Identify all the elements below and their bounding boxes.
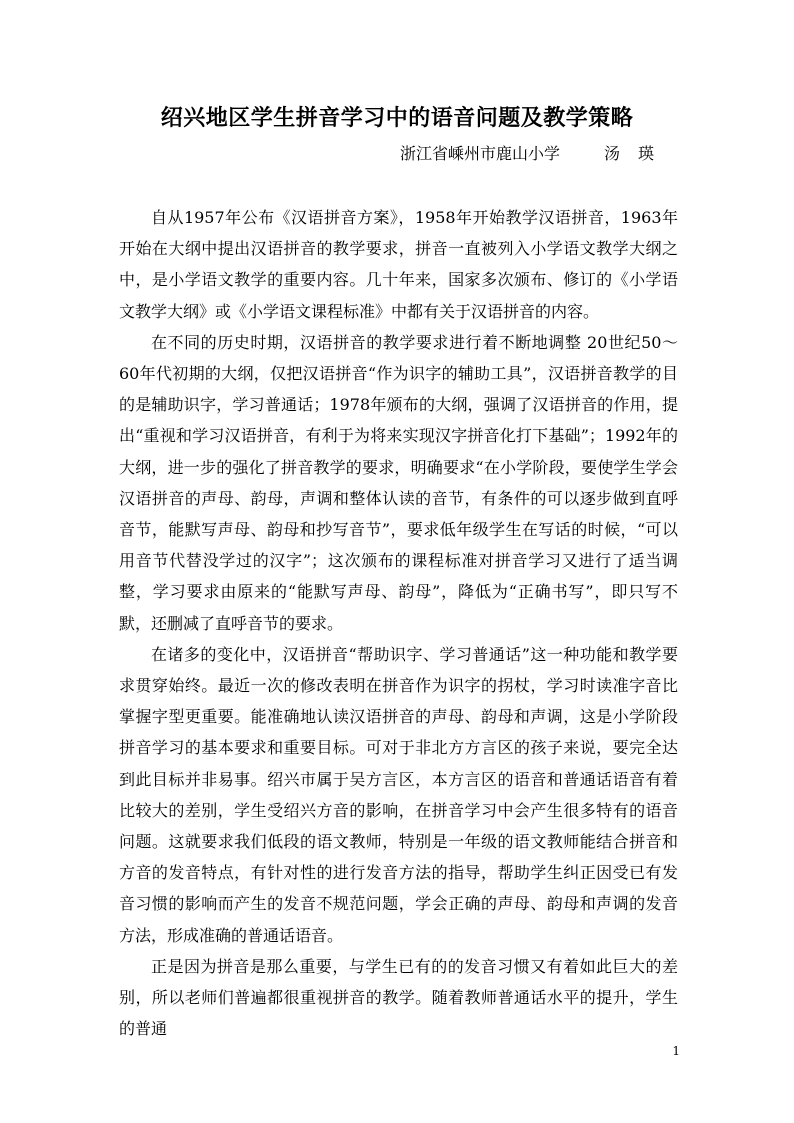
paragraph: 在诸多的变化中，汉语拼音“帮助识字、学习普通话”这一种功能和教学要求贯穿始终。最近一次的修改表明在拼音作为识字的拐杖，学习时读准字音比掌握字型更重要。能准确地认读汉语拼音的声母、韵母和声调，这是小学阶段拼音学习的基本要求和重要目标。可对于非北方方言区的孩子来说，要完全达到此目标并非易事。绍兴市属于吴方言区，本方言区的语音和普通话语音有着比较大的差别，学生受绍兴方音的影响，在拼音学习中会产生很多特有的语音问题。这就要求我们低段的语文教师，特别是一年级的语文教师能结合拼音和方音的发音特点，有针对性的进行发音方法的指导，帮助学生纠正因受已有发音习惯的影响而产生的发音不规范问题，学会正确的声母、韵母和声调的发音方法，形成准确的普通话语音。 — [119, 644, 678, 945]
document-title: 绍兴地区学生拼音学习中的语音问题及教学策略 — [160, 105, 634, 131]
paragraph: 在不同的历史时期，汉语拼音的教学要求进行着不断地调整 20世纪50～60年代初期的大纲，仅把汉语拼音“作为识字的辅助工具”，汉语拼音教学的目的是辅助识字，学习普通话；1978年颁布的大纲，强调了汉语拼音的作用，提出“重视和学习汉语拼音，有利于为将来实现汉字拼音化打下基础”；1992年的大纲，进一步的强化了拼音教学的要求，明确要求“在小学阶段，要使学生学会汉语拼音的声母、韵母，声调和整体认读的音节，有条件的可以逐步做到直呼音节，能默写声母、韵母和抄写音节”，要求低年级学生在写话的时候，“可以用音节代替没学过的汉字”；这次颁布的课程标准对拼音学习又进行了适当调整，学习要求由原来的“能默写声母、韵母”，降低为“正确书写”，即只写不默，还删减了直呼音节的要求。 — [119, 332, 678, 633]
paragraph: 自从1957年公布《汉语拼音方案》，1958年开始教学汉语拼音，1963年开始在大纲中提出汉语拼音的教学要求，拼音一直被列入小学语文教学大纲之中，是小学语文教学的重要内容。几十年来，国家多次颁布、修订的《小学语文教学大纲》或《小学语文课程标准》中都有关于汉语拼音的内容。 — [119, 208, 678, 321]
page-number: 1 — [672, 1044, 680, 1058]
paragraph: 正是因为拼音是那么重要，与学生已有的的发音习惯又有着如此巨大的差别，所以老师们普遍都很重视拼音的教学。随着教师普通话水平的提升，学生的普通 — [119, 956, 678, 1039]
byline — [400, 142, 680, 166]
author-affiliation: 浙江省嵊州市鹿山小学 — [400, 144, 561, 163]
author-name: 汤瑛 — [604, 144, 673, 163]
body-text — [119, 202, 678, 1044]
